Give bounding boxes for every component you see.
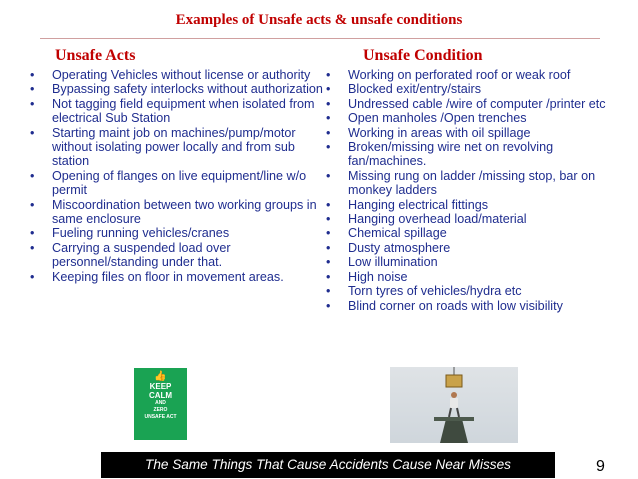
list-item: • Miscoordination between two working groups in same enclosure	[29, 198, 329, 227]
list-item: • Keeping files on floor in movement areas.	[29, 270, 329, 284]
list-item: • Dusty atmosphere	[325, 241, 625, 255]
unsafe-acts-heading: Unsafe Acts	[55, 47, 136, 64]
slide-title: Examples of Unsafe acts & unsafe conditions	[175, 12, 463, 28]
list-item: • Chemical spillage	[325, 226, 625, 240]
unsafe-acts-list	[29, 68, 329, 284]
list-item: • Undressed cable /wire of computer /printer etc	[325, 97, 625, 111]
list-item: • High noise	[325, 270, 625, 284]
list-item: • Hanging electrical fittings	[325, 198, 625, 212]
poster-line: ZERO	[153, 407, 168, 413]
suspended-load-photo	[390, 367, 518, 443]
list-item: • Working in areas with oil spillage	[325, 126, 625, 140]
list-item: • Working on perforated roof or weak roof	[325, 68, 625, 82]
footer-banner: The Same Things That Cause Accidents Cause Near Misses	[101, 452, 555, 478]
title-divider	[40, 38, 600, 39]
poster-line: CALM	[148, 391, 173, 400]
thumbs-up-icon: 👍	[154, 371, 167, 382]
suspended-load-illustration	[390, 367, 518, 443]
list-item: • Torn tyres of vehicles/hydra etc	[325, 284, 625, 298]
list-item: • Broken/missing wire net on revolving fan/machines.	[325, 140, 625, 169]
list-item: • Not tagging field equipment when isolated from electrical Sub Station	[29, 97, 329, 126]
poster-line: AND	[155, 400, 166, 406]
unsafe-condition-list	[325, 68, 625, 313]
list-item: • Fueling running vehicles/cranes	[29, 226, 329, 240]
list-item: • Blind corner on roads with low visibility	[325, 299, 625, 313]
unsafe-condition-heading: Unsafe Condition	[363, 47, 483, 64]
list-item: • Bypassing safety interlocks without authorization	[29, 82, 329, 96]
list-item: • Operating Vehicles without license or authority	[29, 68, 329, 82]
list-item: • Opening of flanges on live equipment/line w/o permit	[29, 169, 329, 198]
list-item: • Carrying a suspended load over personnel/standing under that.	[29, 241, 329, 270]
list-item: • Open manholes /Open trenches	[325, 111, 625, 125]
list-item: • Low illumination	[325, 255, 625, 269]
list-item: • Blocked exit/entry/stairs	[325, 82, 625, 96]
list-item: • Starting maint job on machines/pump/motor without isolating power locally and from sub station	[29, 126, 329, 169]
list-item: • Missing rung on ladder /missing stop, bar on monkey ladders	[325, 169, 625, 198]
page-number: 9	[596, 458, 605, 475]
poster-line: UNSAFE ACT	[144, 414, 177, 420]
list-item: • Hanging overhead load/material	[325, 212, 625, 226]
poster-line: KEEP	[149, 382, 172, 391]
keep-calm-poster	[134, 368, 187, 440]
